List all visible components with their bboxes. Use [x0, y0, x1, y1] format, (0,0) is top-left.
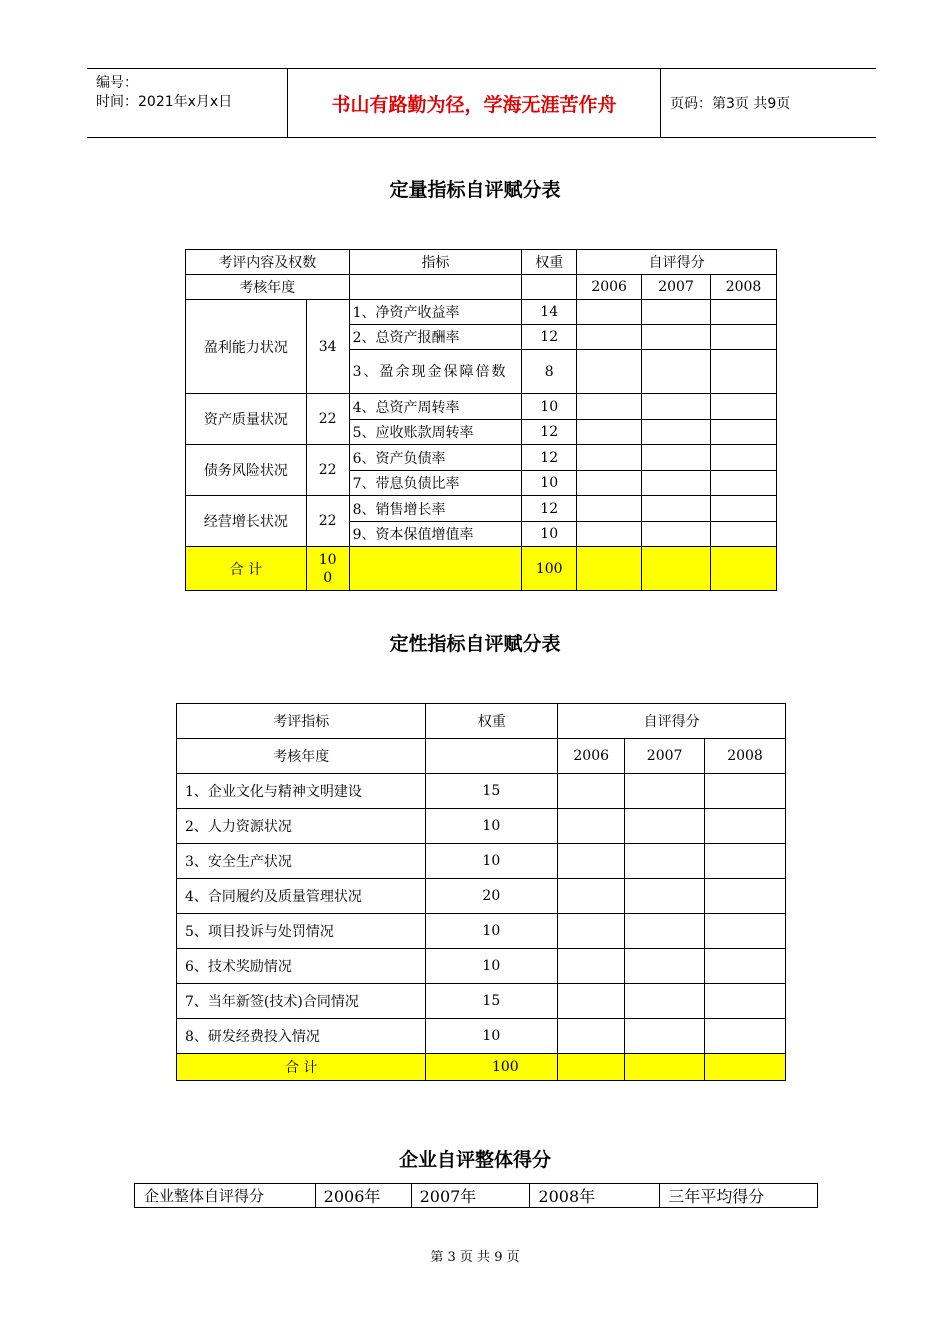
- score-cell: [705, 914, 786, 949]
- overall-average: 三年平均得分: [660, 1184, 818, 1208]
- overall-title: 企业自评整体得分: [398, 1149, 551, 1171]
- col-weight: 权重: [426, 704, 558, 739]
- serial-label: 编号：: [96, 75, 138, 91]
- group-name: 资产质量状况: [186, 394, 307, 445]
- indicator-weight: 12: [522, 325, 577, 350]
- score-cell: [711, 350, 777, 394]
- score-cell: [711, 496, 777, 522]
- indicator-label: 5、应收账款周转率: [349, 420, 522, 445]
- group-weight: 34: [306, 300, 349, 394]
- indicator-weight: 10: [522, 471, 577, 496]
- row-year: 考核年度: [186, 275, 350, 300]
- indicator-label: 4、合同履约及质量管理状况: [177, 879, 426, 914]
- score-cell: [642, 300, 711, 325]
- group-weight: 22: [306, 394, 349, 445]
- indicator-label: 3、盈余现金保障倍数: [349, 350, 522, 394]
- indicator-label: 2、总资产报酬率: [349, 325, 522, 350]
- indicator-label: 5、项目投诉与处罚情况: [177, 914, 426, 949]
- indicator-label: 7、当年新签(技术)合同情况: [177, 984, 426, 1019]
- indicator-weight: 15: [426, 984, 558, 1019]
- score-cell: [558, 914, 625, 949]
- score-cell: [625, 774, 705, 809]
- indicator-weight: 20: [426, 879, 558, 914]
- indicator-weight: 10: [426, 949, 558, 984]
- score-cell: [705, 1054, 786, 1081]
- indicator-weight: 12: [522, 496, 577, 522]
- total-group-weight: [306, 547, 349, 591]
- score-cell: [711, 420, 777, 445]
- indicator-label: 1、企业文化与精神文明建设: [177, 774, 426, 809]
- col-weight: 权重: [522, 250, 577, 275]
- score-cell: [642, 325, 711, 350]
- score-cell: [625, 914, 705, 949]
- score-cell: [625, 879, 705, 914]
- score-cell: [577, 471, 642, 496]
- group-weight: 22: [306, 445, 349, 496]
- indicator-weight: 10: [426, 914, 558, 949]
- score-cell: [558, 774, 625, 809]
- total-label: 合 计: [177, 1054, 426, 1081]
- year-2008: 2008: [711, 275, 777, 300]
- score-cell: [642, 496, 711, 522]
- indicator-label: 6、技术奖励情况: [177, 949, 426, 984]
- empty-cell: [349, 275, 522, 300]
- empty-cell: [522, 275, 577, 300]
- score-cell: [577, 300, 642, 325]
- score-cell: [711, 445, 777, 471]
- indicator-label: 3、安全生产状况: [177, 844, 426, 879]
- quant-total-row: [186, 547, 777, 591]
- total-group-weight-line1: 10: [318, 551, 337, 568]
- indicator-weight: 10: [522, 522, 577, 547]
- indicator-label: 1、净资产收益率: [349, 300, 522, 325]
- score-cell: [558, 949, 625, 984]
- overall-2008: 2008年: [530, 1184, 660, 1208]
- score-cell: [625, 844, 705, 879]
- quant-title: 定量指标自评赋分表: [389, 179, 561, 201]
- page-label: 页码：第3页 共9页: [670, 96, 791, 112]
- qual-table: [176, 703, 786, 1081]
- year-2006: 2006: [577, 275, 642, 300]
- qual-total-row: [177, 1054, 786, 1081]
- score-cell: [642, 445, 711, 471]
- indicator-label: 2、人力资源状况: [177, 809, 426, 844]
- indicator-weight: 10: [426, 1019, 558, 1054]
- page-header: [87, 68, 876, 138]
- score-cell: [711, 394, 777, 420]
- score-cell: [558, 1019, 625, 1054]
- col-score: 自评得分: [577, 250, 777, 275]
- score-cell: [711, 547, 777, 591]
- score-cell: [642, 394, 711, 420]
- indicator-weight: 15: [426, 774, 558, 809]
- indicator-weight: 12: [522, 420, 577, 445]
- score-cell: [642, 350, 711, 394]
- group-name: 盈利能力状况: [186, 300, 307, 394]
- score-cell: [577, 445, 642, 471]
- score-cell: [705, 809, 786, 844]
- row-year: 考核年度: [177, 739, 426, 774]
- score-cell: [558, 844, 625, 879]
- score-cell: [642, 471, 711, 496]
- col-indicator: 考评指标: [177, 704, 426, 739]
- col-content: 考评内容及权数: [186, 250, 350, 275]
- score-cell: [711, 325, 777, 350]
- header-motto-cell: [287, 69, 661, 137]
- score-cell: [558, 809, 625, 844]
- group-name: 经营增长状况: [186, 496, 307, 547]
- score-cell: [625, 1054, 705, 1081]
- year-2008: 2008: [705, 739, 786, 774]
- indicator-weight: 14: [522, 300, 577, 325]
- score-cell: [577, 350, 642, 394]
- score-cell: [625, 949, 705, 984]
- score-cell: [711, 300, 777, 325]
- score-cell: [577, 496, 642, 522]
- score-cell: [577, 420, 642, 445]
- score-cell: [625, 809, 705, 844]
- score-cell: [577, 522, 642, 547]
- score-cell: [577, 325, 642, 350]
- total-weight: 100: [426, 1054, 558, 1081]
- score-cell: [625, 984, 705, 1019]
- time-label: 时间：2021年x月x日: [96, 94, 233, 110]
- score-cell: [705, 879, 786, 914]
- year-2006: 2006: [558, 739, 625, 774]
- indicator-weight: 10: [426, 844, 558, 879]
- indicator-weight: 10: [426, 809, 558, 844]
- indicator-label: 9、资本保值增值率: [349, 522, 522, 547]
- header-page-cell: [661, 69, 876, 137]
- indicator-label: 8、研发经费投入情况: [177, 1019, 426, 1054]
- score-cell: [642, 522, 711, 547]
- qual-title: 定性指标自评赋分表: [389, 633, 561, 655]
- header-meta: [87, 69, 287, 137]
- empty-cell: [426, 739, 558, 774]
- year-2007: 2007: [625, 739, 705, 774]
- col-indicator: 指标: [349, 250, 522, 275]
- overall-2007: 2007年: [411, 1184, 530, 1208]
- indicator-weight: 12: [522, 445, 577, 471]
- indicator-label: 4、总资产周转率: [349, 394, 522, 420]
- col-score: 自评得分: [558, 704, 786, 739]
- score-cell: [558, 1054, 625, 1081]
- score-cell: [705, 844, 786, 879]
- group-name: 债务风险状况: [186, 445, 307, 496]
- score-cell: [642, 420, 711, 445]
- score-cell: [625, 1019, 705, 1054]
- score-cell: [705, 949, 786, 984]
- overall-2006: 2006年: [315, 1184, 411, 1208]
- score-cell: [705, 774, 786, 809]
- overall-label: 企业整体自评得分: [135, 1184, 316, 1208]
- motto: 书山有路勤为径，学海无涯苦作舟: [331, 93, 617, 116]
- score-cell: [558, 984, 625, 1019]
- quant-table: [185, 249, 777, 591]
- score-cell: [705, 1019, 786, 1054]
- score-cell: [577, 547, 642, 591]
- overall-table: [134, 1183, 818, 1208]
- empty-cell: [349, 547, 522, 591]
- score-cell: [642, 547, 711, 591]
- total-group-weight-line2: 0: [323, 569, 333, 586]
- indicator-weight: 8: [522, 350, 577, 394]
- year-2007: 2007: [642, 275, 711, 300]
- indicator-label: 8、销售增长率: [349, 496, 522, 522]
- indicator-weight: 10: [522, 394, 577, 420]
- score-cell: [577, 394, 642, 420]
- score-cell: [705, 984, 786, 1019]
- total-weight: 100: [522, 547, 577, 591]
- indicator-label: 7、带息负债比率: [349, 471, 522, 496]
- total-label: 合 计: [186, 547, 307, 591]
- indicator-label: 6、资产负债率: [349, 445, 522, 471]
- score-cell: [711, 471, 777, 496]
- score-cell: [711, 522, 777, 547]
- page-footer: 第 3 页 共 9 页: [430, 1250, 520, 1265]
- score-cell: [558, 879, 625, 914]
- group-weight: 22: [306, 496, 349, 547]
